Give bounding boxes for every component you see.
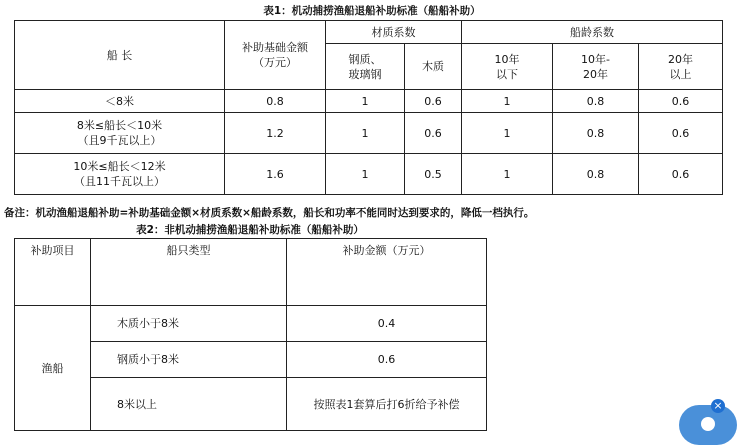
header-material-steel: 钢质、 玻璃钢 (326, 44, 405, 90)
cell-age-lt10: 1 (462, 154, 553, 195)
cell-length: 8米≤船长＜10米 （且9千瓦以上） (15, 113, 225, 154)
table-row (15, 306, 487, 342)
floating-assistant-button[interactable] (679, 405, 737, 445)
cell-wood: 0.5 (405, 154, 462, 195)
cell-age-lt10: 1 (462, 90, 553, 113)
header-age-10-20: 10年- 20年 (553, 44, 639, 90)
cell-age-lt10: 1 (462, 113, 553, 154)
cell-base: 1.6 (225, 154, 326, 195)
table1-header-row (15, 21, 723, 44)
cell-wood: 0.6 (405, 113, 462, 154)
cell-base: 1.2 (225, 113, 326, 154)
header-age-gt20: 20年 以上 (639, 44, 723, 90)
table1 (14, 20, 723, 195)
assistant-icon (701, 417, 715, 431)
cell-age-gt20: 0.6 (639, 154, 723, 195)
cell-amount: 0.6 (287, 342, 487, 378)
cell-age-10-20: 0.8 (553, 154, 639, 195)
cell-type: 钢质小于8米 (91, 342, 287, 378)
cell-age-10-20: 0.8 (553, 113, 639, 154)
table1-note: 备注：机动渔船退船补助=补助基础金额×材质系数×船龄系数，船长和功率不能同时达到要求的，降低一档执行。 (4, 207, 535, 219)
cell-length: 10米≤船长＜12米 （且11千瓦以上） (15, 154, 225, 195)
header-ship-length: 船 长 (15, 21, 225, 90)
close-icon[interactable]: × (711, 399, 725, 413)
table-row (15, 154, 723, 195)
table1-caption: 表1：机动捕捞渔船退船补助标准（船船补助） (263, 5, 481, 17)
header-material-wood: 木质 (405, 44, 462, 90)
header-base-amount: 补助基础金额 （万元） (225, 21, 326, 90)
cell-type: 8米以上 (91, 378, 287, 431)
cell-age-gt20: 0.6 (639, 113, 723, 154)
header-age-lt10: 10年 以下 (462, 44, 553, 90)
cell-age-gt20: 0.6 (639, 90, 723, 113)
table2-caption: 表2：非机动捕捞渔船退船补助标准（船船补助） (136, 224, 364, 236)
table-row (15, 113, 723, 154)
table2-header-row (15, 239, 487, 306)
header-item: 补助项目 (15, 239, 91, 306)
header-age-group: 船龄系数 (462, 21, 723, 44)
table-row (15, 90, 723, 113)
cell-length: ＜8米 (15, 90, 225, 113)
cell-steel: 1 (326, 154, 405, 195)
cell-steel: 1 (326, 90, 405, 113)
cell-amount: 按照表1套算后打6折给予补偿 (287, 378, 487, 431)
header-amount: 补助金额（万元） (287, 239, 487, 306)
cell-base: 0.8 (225, 90, 326, 113)
table2 (14, 238, 487, 431)
cell-amount: 0.4 (287, 306, 487, 342)
header-type: 船只类型 (91, 239, 287, 306)
header-material-group: 材质系数 (326, 21, 462, 44)
cell-wood: 0.6 (405, 90, 462, 113)
cell-type: 木质小于8米 (91, 306, 287, 342)
cell-age-10-20: 0.8 (553, 90, 639, 113)
cell-steel: 1 (326, 113, 405, 154)
cell-category: 渔船 (15, 306, 91, 431)
